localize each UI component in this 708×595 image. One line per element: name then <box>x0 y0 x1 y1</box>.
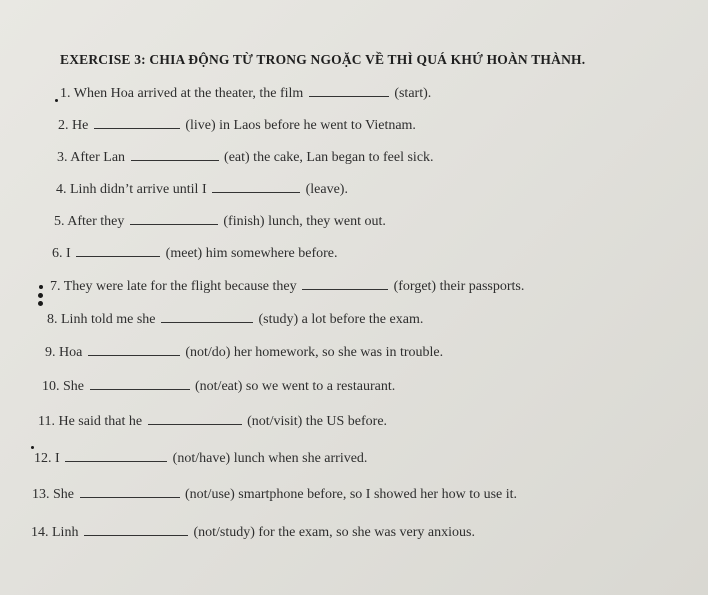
answer-blank[interactable] <box>161 321 253 323</box>
item-text-before: 4. Linh didn’t arrive until I <box>56 182 207 197</box>
exercise-item-14 <box>31 525 475 541</box>
exercise-title: EXERCISE 3: CHIA ĐỘNG TỪ TRONG NGOẶC VỀ THÌ QUÁ KHỨ HOÀN THÀNH. <box>60 52 586 67</box>
item-text-before: 1. When Hoa arrived at the theater, the film <box>60 86 304 101</box>
exercise-item-11 <box>38 414 387 430</box>
item-text-before: 8. Linh told me she <box>47 312 156 327</box>
answer-blank[interactable] <box>309 95 389 97</box>
item-text-after: (not/have) lunch when she arrived. <box>172 451 368 466</box>
item-text-before: 6. I <box>52 246 71 261</box>
item-text-after: (live) in Laos before he went to Vietnam. <box>185 118 416 133</box>
item-text-after: (leave). <box>305 182 348 197</box>
exercise-item-6 <box>52 246 338 262</box>
answer-blank[interactable] <box>76 255 160 257</box>
exercise-item-2 <box>58 118 416 134</box>
exercise-item-7 <box>50 279 524 295</box>
answer-blank[interactable] <box>130 223 218 225</box>
ink-mark <box>39 285 43 289</box>
item-text-before: 10. She <box>42 379 84 394</box>
exercise-item-1 <box>60 86 431 102</box>
answer-blank[interactable] <box>90 388 190 390</box>
ink-mark <box>55 99 58 102</box>
item-text-before: 12. I <box>34 451 60 466</box>
item-text-after: (eat) the cake, Lan began to feel sick. <box>224 150 434 165</box>
answer-blank[interactable] <box>84 534 188 536</box>
exercise-item-4 <box>56 182 348 198</box>
answer-blank[interactable] <box>94 127 180 129</box>
item-text-after: (start). <box>394 86 432 101</box>
item-text-after: (not/do) her homework, so she was in trouble. <box>185 345 444 360</box>
answer-blank[interactable] <box>302 288 388 290</box>
item-text-before: 13. She <box>32 487 74 502</box>
item-text-after: (meet) him somewhere before. <box>165 246 338 261</box>
exercise-item-3 <box>57 150 434 166</box>
item-text-before: 14. Linh <box>31 525 79 540</box>
item-text-before: 5. After they <box>54 214 125 229</box>
exercise-item-13 <box>32 487 517 503</box>
item-text-before: 11. He said that he <box>38 414 143 429</box>
answer-blank[interactable] <box>131 159 219 161</box>
exercise-item-10 <box>42 379 395 395</box>
item-text-after: (not/study) for the exam, so she was very anxious. <box>193 525 475 540</box>
item-text-after: (study) a lot before the exam. <box>258 312 424 327</box>
answer-blank[interactable] <box>212 191 300 193</box>
exercise-item-5 <box>54 214 386 230</box>
exercise-item-12 <box>34 451 367 467</box>
item-text-after: (finish) lunch, they went out. <box>223 214 386 229</box>
exercise-item-9 <box>45 345 443 361</box>
item-text-after: (not/eat) so we went to a restaurant. <box>195 379 396 394</box>
item-text-before: 9. Hoa <box>45 345 83 360</box>
answer-blank[interactable] <box>88 354 180 356</box>
item-text-before: 7. They were late for the flight because they <box>50 279 297 294</box>
item-text-after: (forget) their passports. <box>393 279 525 294</box>
item-text-after: (not/use) smartphone before, so I showed her how to use it. <box>185 487 518 502</box>
item-text-before: 2. He <box>58 118 89 133</box>
ink-mark <box>38 293 43 298</box>
answer-blank[interactable] <box>80 496 180 498</box>
ink-mark <box>38 301 43 306</box>
item-text-before: 3. After Lan <box>57 150 126 165</box>
item-text-after: (not/visit) the US before. <box>247 414 388 429</box>
answer-blank[interactable] <box>65 460 167 462</box>
exercise-item-8 <box>47 312 423 328</box>
answer-blank[interactable] <box>148 423 242 425</box>
ink-mark <box>31 446 34 449</box>
